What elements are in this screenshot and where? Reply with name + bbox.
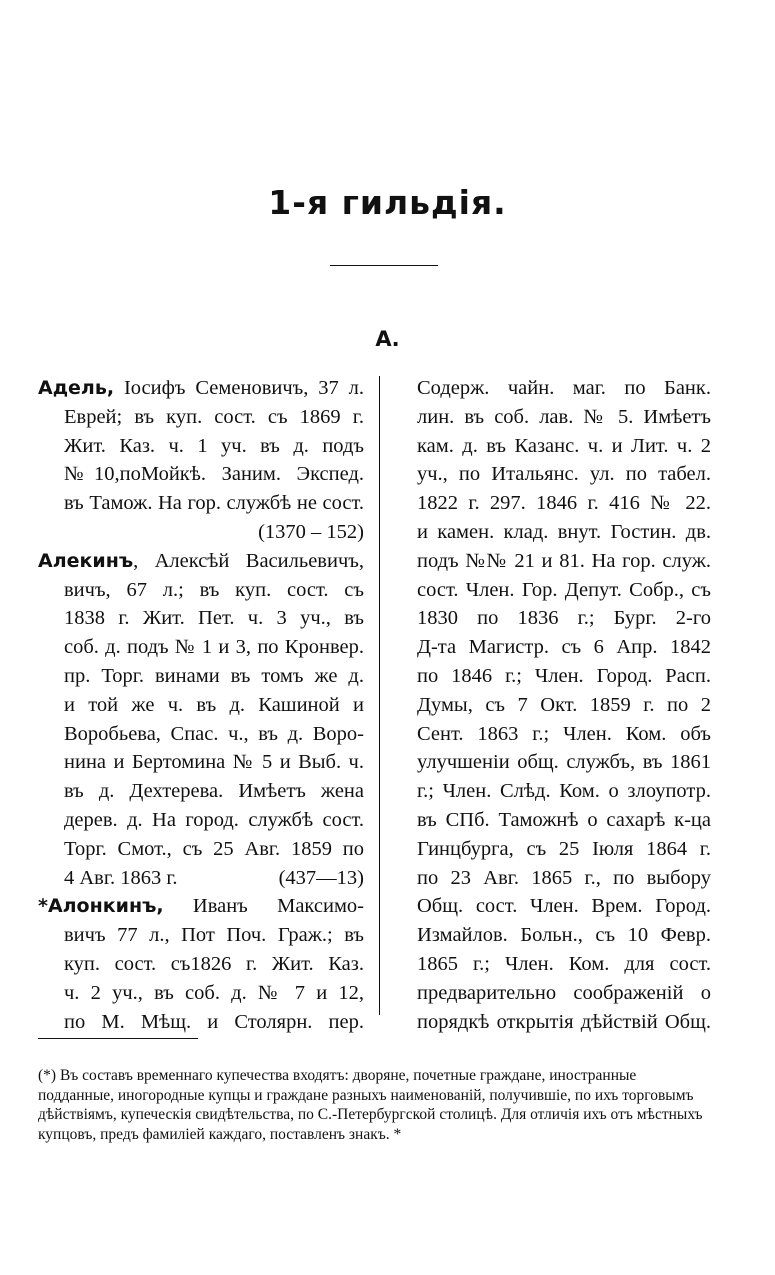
entry-line: вичъ, 67 л.; въ куп. сост. съ — [64, 578, 364, 601]
entry-line: Жит. Каз. ч. 1 уч. въ д. подъ — [64, 434, 364, 457]
entry-line: 1830 по 1836 г.; Бург. 2-го — [417, 607, 711, 630]
entry-line: кам. д. въ Казанс. ч. и Лит. ч. 2 — [417, 434, 711, 457]
section-letter: А. — [375, 327, 400, 351]
entry-line: куп. сост. съ1826 г. Жит. Каз. — [64, 952, 364, 975]
entry-line: Д-та Магистр. съ 6 Апр. 1842 — [417, 636, 711, 659]
left-column — [38, 374, 364, 1036]
entry-line: въ Тамож. На гор. службѣ не сост. — [64, 492, 364, 515]
entry-line: по М. Мѣщ. и Столярн. пер. — [64, 1010, 364, 1033]
entry-line: Гинцбурга, съ 25 Іюля 1864 г. — [417, 837, 711, 860]
entry-line: пр. Торг. винами въ томъ же д. — [64, 664, 364, 687]
entry-line: ч. 2 уч., въ соб. д. № 7 и 12, — [64, 981, 364, 1004]
entry-line: и камен. клад. внут. Гостин. дв. — [417, 520, 711, 543]
entry-line: лин. въ соб. лав. № 5. Имѣетъ — [417, 405, 711, 428]
entry-line: сост. Член. Гор. Депут. Собр., съ — [417, 578, 711, 601]
entry-line: нина и Бертомина № 5 и Выб. ч. — [64, 751, 364, 774]
entry-line: №10,поМойкѣ. Заним. Экспед. — [64, 463, 364, 486]
entry-ref: (1370 – 152) — [258, 520, 364, 543]
entry-line: въ СПб. Таможнѣ о сахарѣ к-ца — [417, 808, 711, 831]
footnote: (*) Въ составъ временнаго купечества входятъ: дворяне, почетные граждане, иностранные подданные, иногородные купцы и граждане разныхъ наименованій, получившіе, по ихъ торговымъ дѣйствіямъ, купеческія свидѣтельства, по С.-Петербургской столицѣ. Для отличія ихъ отъ мѣстныхъ купцовъ, предъ фамиліей каждаго, поставленъ знакъ. * — [38, 1067, 703, 1143]
entry-line: Алекинъ, Алексѣй Васильевичъ, — [38, 549, 364, 572]
entry-line: 4 Авг. 1863 г. (437—13) — [38, 864, 364, 893]
entry-line: Измайлов. Больн., съ 10 Февр. — [417, 924, 711, 947]
entry-line: дерев. д. На город. службѣ сост. — [64, 808, 364, 831]
entry-line: уч., по Итальянс. ул. по табел. — [417, 463, 711, 486]
entry-ref: (437—13) — [278, 866, 364, 889]
footnote-rule — [38, 1038, 198, 1039]
entry-line: Сент. 1863 г.; Член. Ком. объ — [417, 722, 711, 745]
entry-line: порядкѣ открытія дѣйствій Общ. — [417, 1010, 711, 1033]
entry-line: 1822 г. 297. 1846 г. 416 № 22. — [417, 492, 711, 515]
heading-rule — [330, 265, 438, 266]
entry-line: *Алонкинъ, Иванъ Максимо- — [38, 895, 364, 918]
entry-line: 1865 г.; Член. Ком. для сост. — [417, 952, 711, 975]
entry-line: по 23 Авг. 1865 г., по выбору — [417, 866, 711, 889]
entry-line: улучшеніи общ. службъ, въ 1861 — [417, 751, 711, 774]
entry-line: Торг. Смот., съ 25 Авг. 1859 по — [64, 837, 364, 860]
entry-line: Содерж. чайн. маг. по Банк. — [417, 377, 711, 399]
entry-line: 1838 г. Жит. Пет. ч. 3 уч., въ — [64, 607, 364, 630]
entry-line: г.; Член. Слѣд. Ком. о злоупотр. — [417, 780, 711, 803]
page-heading: 1-я гильдія. — [268, 183, 507, 222]
entry-line: Адель, Іосифъ Семеновичъ, 37 л. — [38, 377, 364, 399]
entry-line: подъ №№ 21 и 81. На гор. служ. — [417, 549, 711, 572]
entry-line: предварительно соображеній о — [417, 981, 711, 1004]
entry-line: вичъ 77 л., Пот Поч. Граж.; въ — [64, 924, 364, 947]
entry-line: Воробьева, Спас. ч., въ д. Воро- — [64, 722, 364, 745]
entry-line: и той же ч. въ д. Кашиной и — [64, 693, 364, 716]
entry-line: соб. д. подъ № 1 и 3, по Кронвер. — [64, 636, 364, 659]
entry-line: въ д. Дехтерева. Имѣетъ жена — [64, 780, 364, 803]
right-column — [417, 374, 711, 1036]
column-divider — [379, 376, 380, 1015]
entry-line: Общ. сост. Член. Врем. Город. — [417, 895, 711, 918]
entry-line: по 1846 г.; Член. Город. Расп. — [417, 664, 711, 687]
entry-line: Еврей; въ куп. сост. съ 1869 г. — [64, 405, 364, 428]
entry-line: Думы, съ 7 Окт. 1859 г. по 2 — [417, 693, 711, 716]
